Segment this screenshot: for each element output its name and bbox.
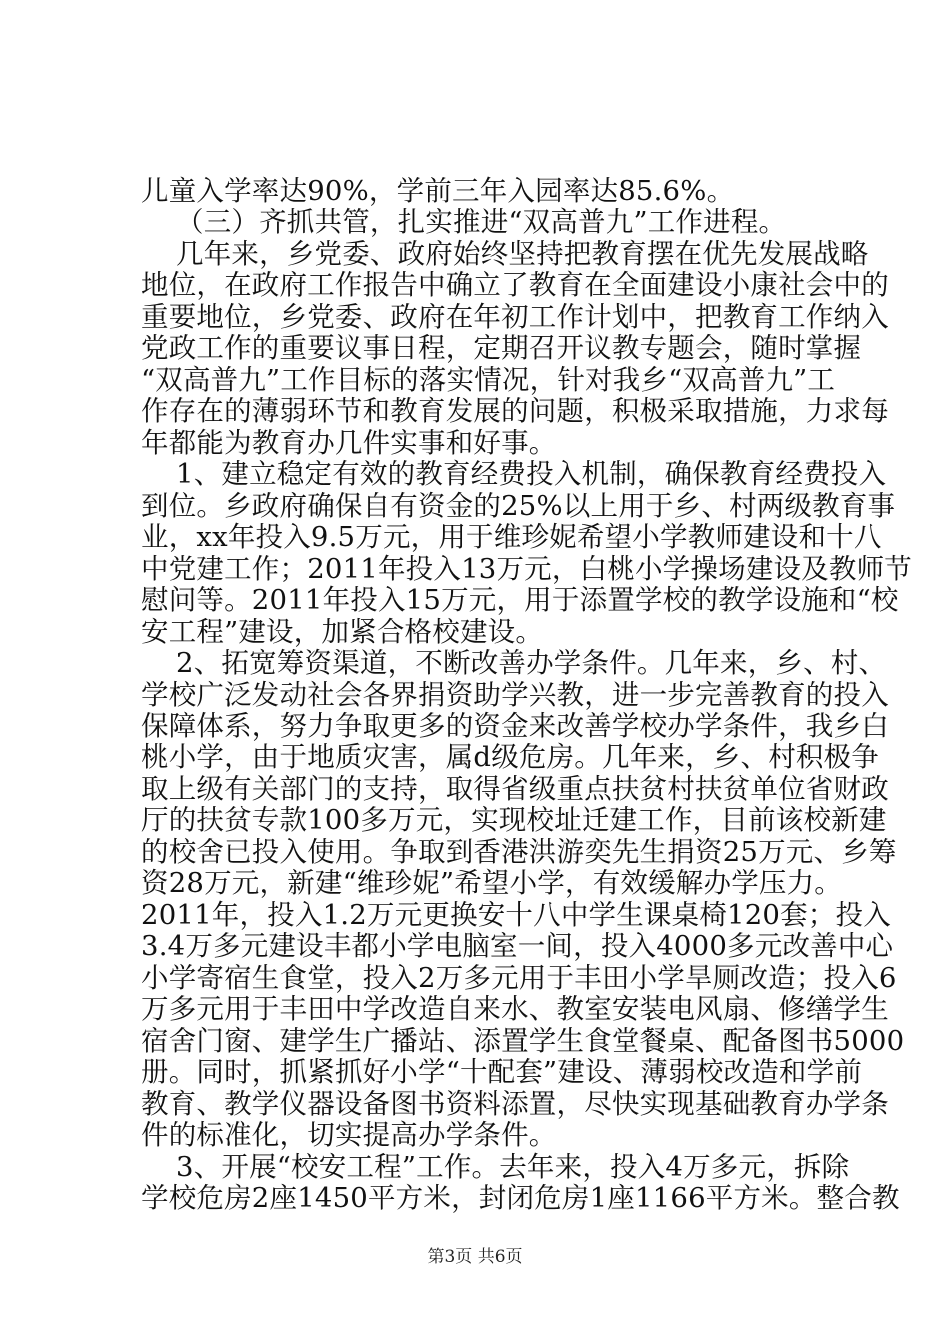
text-line: 作存在的薄弱环节和教育发展的问题，积极采取措施，力求每 bbox=[141, 395, 889, 427]
text-line: 册。同时，抓紧抓好小学“十配套”建设、薄弱校改造和学前 bbox=[141, 1056, 863, 1088]
text-line: 年都能为教育办几件实事和好事。 bbox=[141, 427, 557, 459]
text-line: 宿舍门窗、建学生广播站、添置学生食堂餐桌、配备图书5000 bbox=[141, 1025, 905, 1057]
text-line: 学校广泛发动社会各界捐资助学兴教，进一步完善教育的投入 bbox=[141, 679, 889, 711]
text-line: 厅的扶贫专款100多万元，实现校址迁建工作，目前该校新建 bbox=[141, 804, 887, 836]
section-heading: （三）齐抓共管，扎实推进“双高普九”工作进程。 bbox=[176, 206, 787, 238]
text-line: 资28万元，新建“维珍妮”希望小学，有效缓解办学压力。 bbox=[141, 867, 843, 899]
text-line: 件的标准化，切实提高办学条件。 bbox=[141, 1119, 557, 1151]
text-line: 党政工作的重要议事日程，定期召开议教专题会，随时掌握 bbox=[141, 332, 862, 364]
text-line: 地位，在政府工作报告中确立了教育在全面建设小康社会中的 bbox=[141, 269, 889, 301]
text-line: 几年来，乡党委、政府始终坚持把教育摆在优先发展战略 bbox=[176, 238, 869, 270]
text-line: 重要地位，乡党委、政府在年初工作计划中，把教育工作纳入 bbox=[141, 301, 889, 333]
text-line: 保障体系，努力争取更多的资金来改善学校办学条件，我乡白 bbox=[141, 710, 889, 742]
text-line: 桃小学，由于地质灾害，属d级危房。几年来，乡、村积极争 bbox=[141, 741, 880, 773]
text-line: 小学寄宿生食堂，投入2万多元用于丰田小学旱厕改造；投入6 bbox=[141, 962, 897, 994]
text-line: “双高普九”工作目标的落实情况，针对我乡“双高普九”工 bbox=[141, 364, 836, 396]
text-line: 2011年，投入1.2万元更换安十八中学生课桌椅120套；投入 bbox=[141, 899, 891, 931]
text-line: 学校危房2座1450平方米，封闭危房1座1166平方米。整合教 bbox=[141, 1182, 900, 1214]
text-line: 3、开展“校安工程”工作。去年来，投入4万多元，拆除 bbox=[176, 1151, 850, 1183]
text-line: 1、建立稳定有效的教育经费投入机制，确保教育经费投入 bbox=[176, 458, 887, 490]
text-line: 取上级有关部门的支持，取得省级重点扶贫村扶贫单位省财政 bbox=[141, 773, 889, 805]
text-line: 3.4万多元建设丰都小学电脑室一间，投入4000多元改善中心 bbox=[141, 930, 894, 962]
text-line: 万多元用于丰田中学改造自来水、教室安装电风扇、修缮学生 bbox=[141, 993, 889, 1025]
text-line: 教育、教学仪器设备图书资料添置，尽快实现基础教育办学条 bbox=[141, 1088, 889, 1120]
text-line: 儿童入学率达90%，学前三年入园率达85.6%。 bbox=[141, 175, 735, 207]
text-line: 2、拓宽筹资渠道，不断改善办学条件。几年来，乡、村、 bbox=[176, 647, 887, 679]
text-line: 安工程”建设，加紧合格校建设。 bbox=[141, 616, 544, 648]
text-line: 的校舍已投入使用。争取到香港洪游奕先生捐资25万元、乡筹 bbox=[141, 836, 897, 868]
page-number-footer: 第3页 共6页 bbox=[427, 1247, 523, 1267]
text-line: 中党建工作；2011年投入13万元，白桃小学操场建设及教师节 bbox=[141, 553, 912, 585]
text-line: 慰问等。2011年投入15万元，用于添置学校的教学设施和“校 bbox=[141, 584, 899, 616]
text-line: 业，xx年投入9.5万元，用于维珍妮希望小学教师建设和十八 bbox=[141, 521, 882, 553]
text-line: 到位。乡政府确保自有资金的25%以上用于乡、村两级教育事 bbox=[141, 490, 896, 522]
